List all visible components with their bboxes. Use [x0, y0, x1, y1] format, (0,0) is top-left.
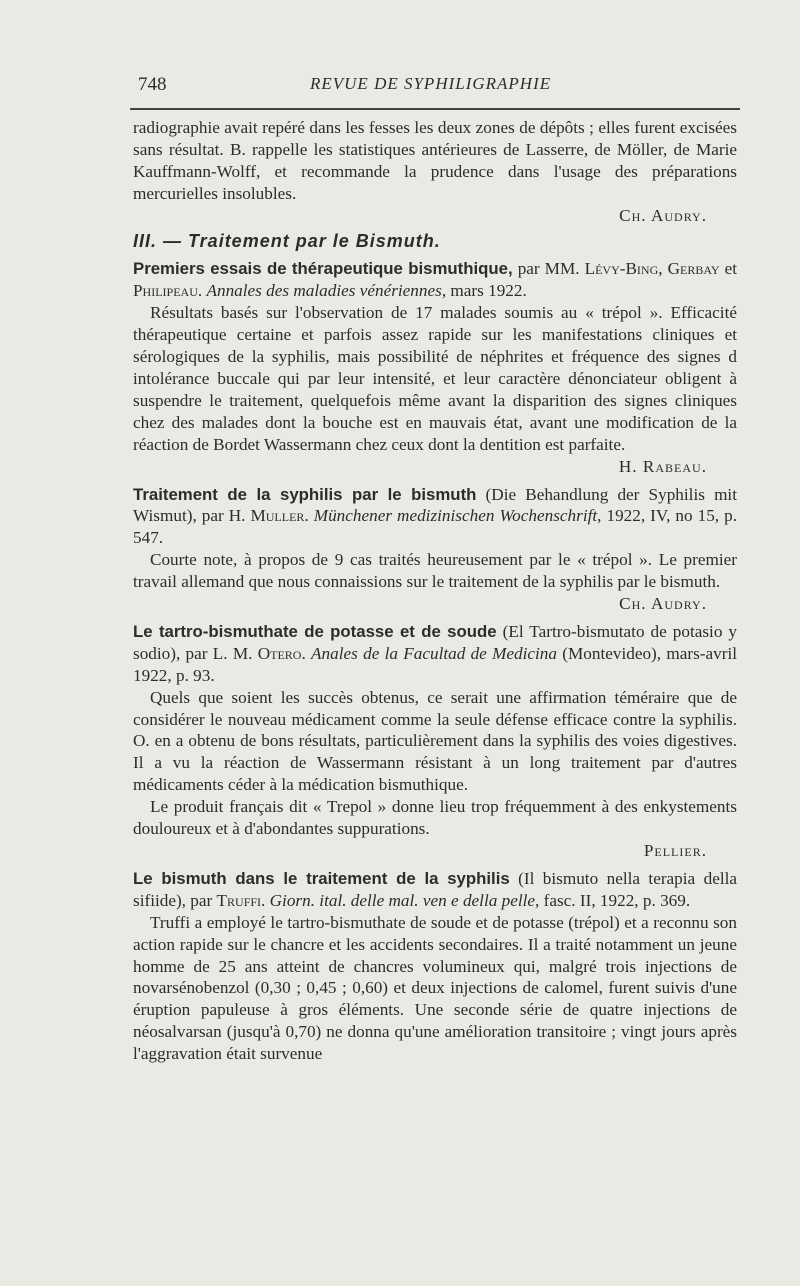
signature: Pellier. — [643, 841, 707, 860]
article-reference: Traitement de la syphilis par le bismuth (Die Behandlung der Syphilis mit Wismut), par H. Muller. Münchener medizinischen Wochenschrift, 1922, IV, no 15, p. 547. — [133, 484, 738, 548]
author-name: Muller — [250, 506, 305, 526]
signature: Ch. Audry. — [619, 205, 707, 225]
article-paragraph: Le produit français dit « Trepol » donne lieu trop fréquemment à des enkystements douloureux et à d'abondantes suppurations. — [133, 797, 737, 839]
article-reference: Premiers essais de thérapeutique bismuthique, par MM. Lévy-Bing, Gerbay et Philipeau. Annales des maladies vénériennes, mars 1922. — [133, 259, 737, 301]
intro-paragraph: radiographie avait repéré dans les fesses les deux zones de dépôts ; elles furent excisées sans résultat. B. rappelle les statistiques antérieures de Lasserre, de Möller, de Marie Kauffmann-Wolff, et recommande la prudence dans l'usage des préparations mercurielles insolubles. — [133, 118, 737, 203]
author-name: Truffi — [216, 890, 262, 910]
journal-name: Annales des maladies vénériennes — [206, 281, 442, 301]
article-title: Le bismuth dans le traitement de la syphilis — [133, 868, 510, 888]
journal-name: Anales de la Facultad de Medicina — [311, 643, 557, 663]
signature: H. Rabeau. — [618, 456, 707, 476]
section-title: III. — Traitement par le Bismuth. — [133, 230, 441, 251]
article-title: Traitement de la syphilis par le bismuth — [133, 484, 477, 504]
signature: Ch. Audry. — [619, 594, 707, 614]
article-reference: Le tartro-bismuthate de potasse et de soude (El Tartro-bismutato de potasio y sodio), par L. M. Otero. Anales de la Facultad de Medicina (Montevideo), mars-avril 1922, p. 93. — [133, 621, 737, 685]
article-paragraph: Résultats basés sur l'observation de 17 malades soumis au « trépol ». Efficacité thérapeutique certaine et parfois assez rapide sur les manifestations cliniques et sérologiques de la syphilis, mais possibilité de néphrites et fréquence des signes d intolérance buccale qui par leur intensité, et leur caractère dénonciateur obligent à suspendre le traitement, quelquefois même avant la disparition des signes cliniques chez des malades dont la bouche est en mauvais état, avant une modification de la réaction de Bordet Wassermann chez ceux dont la dentition est parfaite. H. Rabeau. — [133, 303, 737, 476]
article-paragraph: Courte note, à propos de 9 cas traités heureusement par le « trépol ». Le premier travail allemand que nous connaissions sur le traitement de la syphilis par le bismuth. Ch. Audry. — [133, 550, 737, 614]
article-title: Le tartro-bismuthate de potasse et de soude — [133, 621, 497, 641]
journal-name: Giorn. ital. delle mal. ven e della pelle — [269, 890, 536, 910]
article-reference: Le bismuth dans le traitement de la syphilis (Il bismuto nella terapia della sifiide), par Truffi. Giorn. ital. delle mal. ven e della pelle, fasc. II, 1922, p. 369. — [133, 868, 737, 910]
running-header — [130, 74, 740, 102]
article-paragraph: Quels que soient les succès obtenus, ce serait une affirmation téméraire que de considérer le nouveau médicament comme la seule défense efficace contre la syphilis. O. en a obtenu de bons résultats, particulièrement dans la syphilis des voies digestives. Il a vu la réaction de Wassermann résistant à un long traitement par d'autres médicaments céder à la médication bismuthique. — [133, 687, 737, 795]
author-name: Lévy-Bing, Gerbay — [584, 259, 720, 279]
article-title: Premiers essais de thérapeutique bismuthique, — [133, 259, 513, 279]
author-name: Otero — [257, 643, 302, 663]
page-body — [133, 117, 737, 1065]
running-title: REVUE DE SYPHILIGRAPHIE — [310, 74, 552, 93]
author-name: Philipeau — [133, 281, 198, 301]
header-rule — [130, 108, 740, 110]
article-paragraph: Truffi a employé le tartro-bismuthate de soude et de potasse (trépol) et a reconnu son action rapide sur le chancre et les accidents secondaires. Il a traité notamment un jeune homme de 25 ans atteint de chancres volumineux qui, malgré trois injections de novarsénobenzol (0,30 ; 0,45 ; 0,60) et deux injections de calomel, furent suivis d'une éruption papuleuse à gros éléments. Une seconde série de quatre injections de néosalvarsan (jusqu'à 0,70) ne donna qu'une amélioration transitoire ; vingt jours après l'aggravation était survenue — [133, 912, 737, 1064]
journal-name: Münchener medizinischen Wochenschrift — [313, 506, 598, 526]
page-number: 748 — [138, 74, 167, 95]
